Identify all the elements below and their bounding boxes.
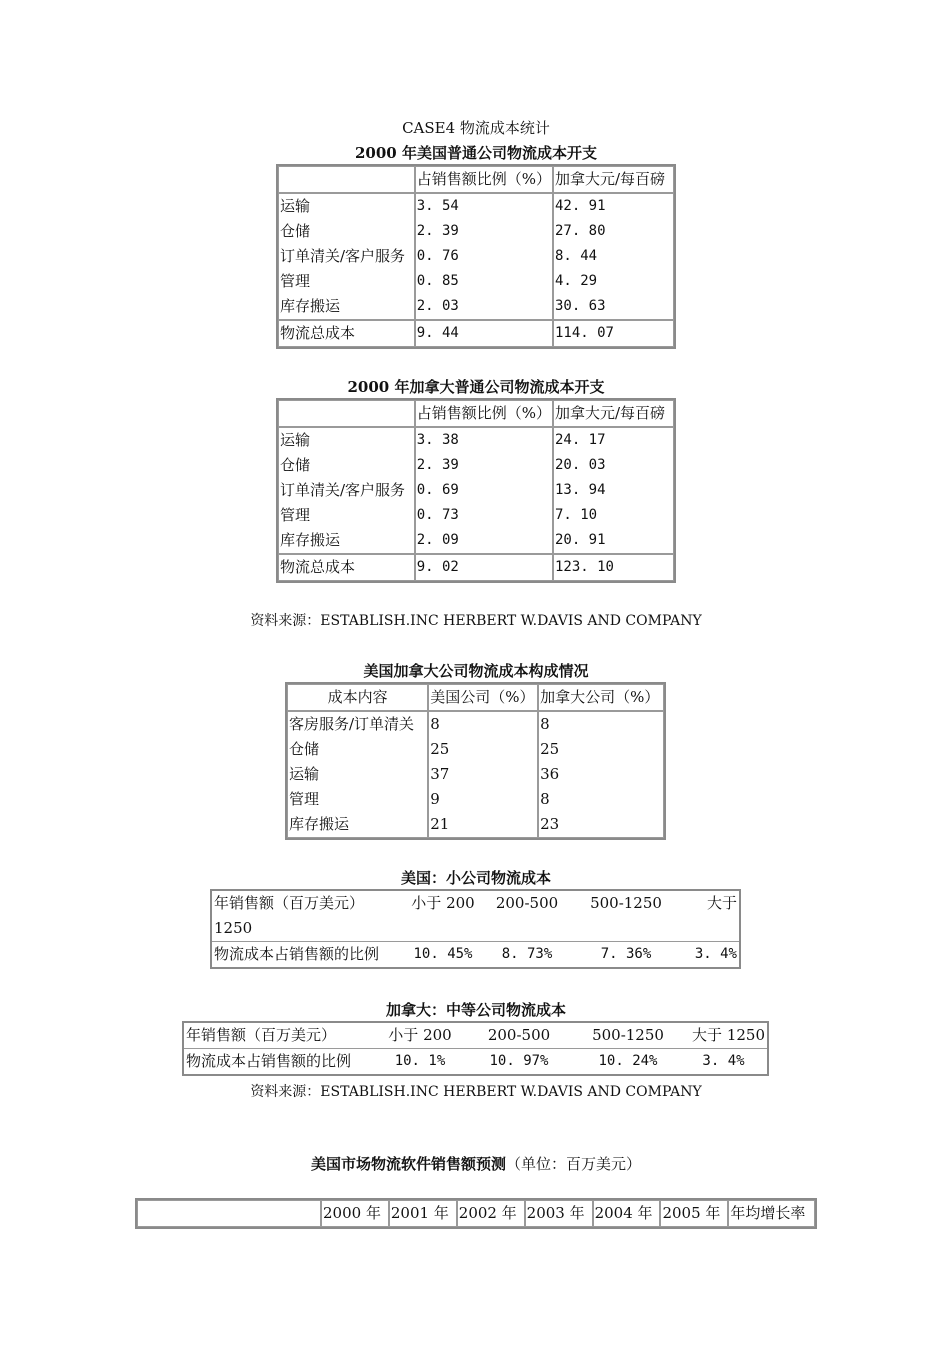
- table-cell: [211, 890, 406, 942]
- document-title: [0, 117, 952, 138]
- composition-table-title: 美国加拿大公司物流成本构成情况: [363, 662, 589, 680]
- table-cell: 订单清关/客户服务: [280, 481, 406, 499]
- table-cell: 0. 73: [416, 507, 459, 523]
- table-cell: 3. 4%: [702, 1053, 745, 1069]
- total-label: 物流总成本: [278, 554, 415, 581]
- table-cell: 200-500: [480, 890, 574, 942]
- table-cell: 0. 69: [416, 482, 459, 498]
- table-cell: 0. 85: [416, 273, 459, 289]
- table-cell: 10. 45%: [413, 946, 473, 962]
- table-cell: 小于 200: [378, 1022, 462, 1049]
- total-cad: 114. 07: [553, 320, 674, 347]
- table-cell: 500-1250: [576, 1022, 680, 1049]
- total-ratio: 9. 44: [415, 320, 553, 347]
- table-body-row: [287, 711, 664, 838]
- table-cell: 30. 63: [554, 298, 606, 314]
- header-cell: 加拿大公司（%）: [538, 684, 664, 711]
- table-cell: 25: [430, 740, 450, 758]
- table-cell: 25: [540, 740, 560, 758]
- table-body-row: [278, 427, 674, 554]
- composition-table: [285, 682, 666, 840]
- table-cell: 2. 39: [416, 223, 459, 239]
- header-cell: 美国公司（%）: [428, 684, 538, 711]
- header-cell: 占销售额比例（%）: [415, 400, 553, 427]
- table-total-row: [278, 554, 674, 581]
- category-column: [278, 193, 415, 320]
- table-row: [183, 1022, 768, 1049]
- canada-table-title: 2000 年加拿大普通公司物流成本开支: [347, 378, 605, 396]
- table-cell: 24. 17: [554, 432, 606, 448]
- header-cell: 2002 年: [457, 1200, 525, 1227]
- table-cell: 小于 200: [406, 890, 480, 942]
- table-cell: 年销售额（百万美元）: [183, 1022, 378, 1049]
- table-cell: 10. 97%: [489, 1053, 549, 1069]
- table-cell: 2. 09: [416, 532, 459, 548]
- forecast-title: [0, 1153, 952, 1174]
- header-cell: 2005 年: [660, 1200, 728, 1227]
- table-cell: 10. 24%: [598, 1053, 658, 1069]
- table-header-row: [137, 1200, 815, 1227]
- total-cad: 123. 10: [553, 554, 674, 581]
- usa-column: [428, 711, 538, 838]
- forecast-table: [135, 1198, 817, 1229]
- table-cell: 20. 91: [554, 532, 606, 548]
- table-cell: 管理: [289, 790, 320, 808]
- header-cell: 2003 年: [525, 1200, 593, 1227]
- table-cell: 大于: [678, 890, 740, 942]
- table-cell: 大于 1250: [680, 1022, 768, 1049]
- header-cell: 2001 年: [389, 1200, 457, 1227]
- table-row: [211, 942, 740, 969]
- header-cell: [278, 166, 415, 193]
- header-cell: 占销售额比例（%）: [415, 166, 553, 193]
- table-cell: 0. 76: [416, 248, 459, 264]
- table-cell: 库存搬运: [289, 815, 350, 833]
- category-column: [278, 427, 415, 554]
- table-cell: 20. 03: [554, 457, 606, 473]
- total-ratio: 9. 02: [415, 554, 553, 581]
- table-cell: 管理: [280, 272, 311, 290]
- usa-table-title: 2000 年美国普通公司物流成本开支: [355, 144, 597, 162]
- header-cell: 2000 年: [321, 1200, 389, 1227]
- cad-column: [553, 427, 674, 554]
- table-cell: 10. 1%: [394, 1053, 446, 1069]
- table-row: [211, 890, 740, 942]
- table-cell: 物流成本占销售额的比例: [214, 945, 380, 963]
- usa-cost-table: [276, 164, 676, 349]
- table-cell: 23: [540, 815, 560, 833]
- ratio-column: [415, 427, 553, 554]
- table-cell: 4. 29: [554, 273, 598, 289]
- table-cell: 8: [430, 715, 440, 733]
- cad-column: [553, 193, 674, 320]
- table-header-row: [287, 684, 664, 711]
- total-label: 物流总成本: [278, 320, 415, 347]
- table-cell: 运输: [289, 765, 320, 783]
- table-row: [183, 1049, 768, 1076]
- canada-column: [538, 711, 664, 838]
- row-label: 年销售额（百万美元）: [214, 894, 365, 912]
- table-header-row: [278, 166, 674, 193]
- table-cell: 2. 39: [416, 457, 459, 473]
- table-total-row: [278, 320, 674, 347]
- header-cell: 2004 年: [593, 1200, 661, 1227]
- usa-small-table: [210, 889, 741, 969]
- table-cell: 37: [430, 765, 450, 783]
- table-cell: 7. 36%: [600, 946, 652, 962]
- category-column: [287, 711, 428, 838]
- usa-small-title: 美国：小公司物流成本: [400, 869, 551, 887]
- source-note: 资料来源：ESTABLISH.INC HERBERT W.DAVIS AND COMPANY: [250, 1084, 702, 1100]
- header-cell: 年均增长率: [728, 1200, 815, 1227]
- header-cell: 成本内容: [287, 684, 428, 711]
- table-cell: 库存搬运: [280, 297, 341, 315]
- table-cell: 36: [540, 765, 560, 783]
- table-cell: 8. 44: [554, 248, 598, 264]
- table-cell: 7. 10: [554, 507, 598, 523]
- row-label-wrap: 1250: [214, 919, 253, 937]
- ratio-column: [415, 193, 553, 320]
- table-cell: 运输: [280, 197, 311, 215]
- table-cell: 库存搬运: [280, 531, 341, 549]
- forecast-title-unit: （单位：百万美元）: [506, 1155, 642, 1173]
- table-cell: 订单清关/客户服务: [280, 247, 406, 265]
- header-cell: [278, 400, 415, 427]
- table-cell: 42. 91: [554, 198, 606, 214]
- table-cell: 2. 03: [416, 298, 459, 314]
- table-cell: 200-500: [462, 1022, 576, 1049]
- table-cell: 客房服务/订单清关: [289, 715, 415, 733]
- document-title-text: CASE4 物流成本统计: [402, 119, 550, 137]
- header-cell: 加拿大元/每百磅: [553, 400, 674, 427]
- canada-medium-table: [182, 1021, 769, 1076]
- header-cell: [137, 1200, 321, 1227]
- table-cell: 8: [540, 715, 550, 733]
- table-cell: 3. 38: [416, 432, 459, 448]
- table-cell: 管理: [280, 506, 311, 524]
- table-cell: 13. 94: [554, 482, 606, 498]
- table-cell: 9: [430, 790, 440, 808]
- table-cell: 8: [540, 790, 550, 808]
- canada-cost-table: [276, 398, 676, 583]
- header-cell: 加拿大元/每百磅: [553, 166, 674, 193]
- table-cell: 仓储: [280, 456, 311, 474]
- table-cell: 3. 4%: [694, 946, 737, 962]
- table-cell: 仓储: [289, 740, 320, 758]
- table-cell: 21: [430, 815, 450, 833]
- table-body-row: [278, 193, 674, 320]
- canada-medium-title: 加拿大：中等公司物流成本: [385, 1001, 566, 1019]
- table-cell: 27. 80: [554, 223, 606, 239]
- table-cell: 物流成本占销售额的比例: [186, 1052, 352, 1070]
- source-note: 资料来源：ESTABLISH.INC HERBERT W.DAVIS AND COMPANY: [250, 613, 702, 629]
- table-cell: 仓储: [280, 222, 311, 240]
- forecast-title-main: 美国市场物流软件销售额预测: [310, 1155, 506, 1173]
- table-cell: 8. 73%: [501, 946, 553, 962]
- table-header-row: [278, 400, 674, 427]
- table-cell: 运输: [280, 431, 311, 449]
- table-cell: 500-1250: [574, 890, 678, 942]
- table-cell: 3. 54: [416, 198, 459, 214]
